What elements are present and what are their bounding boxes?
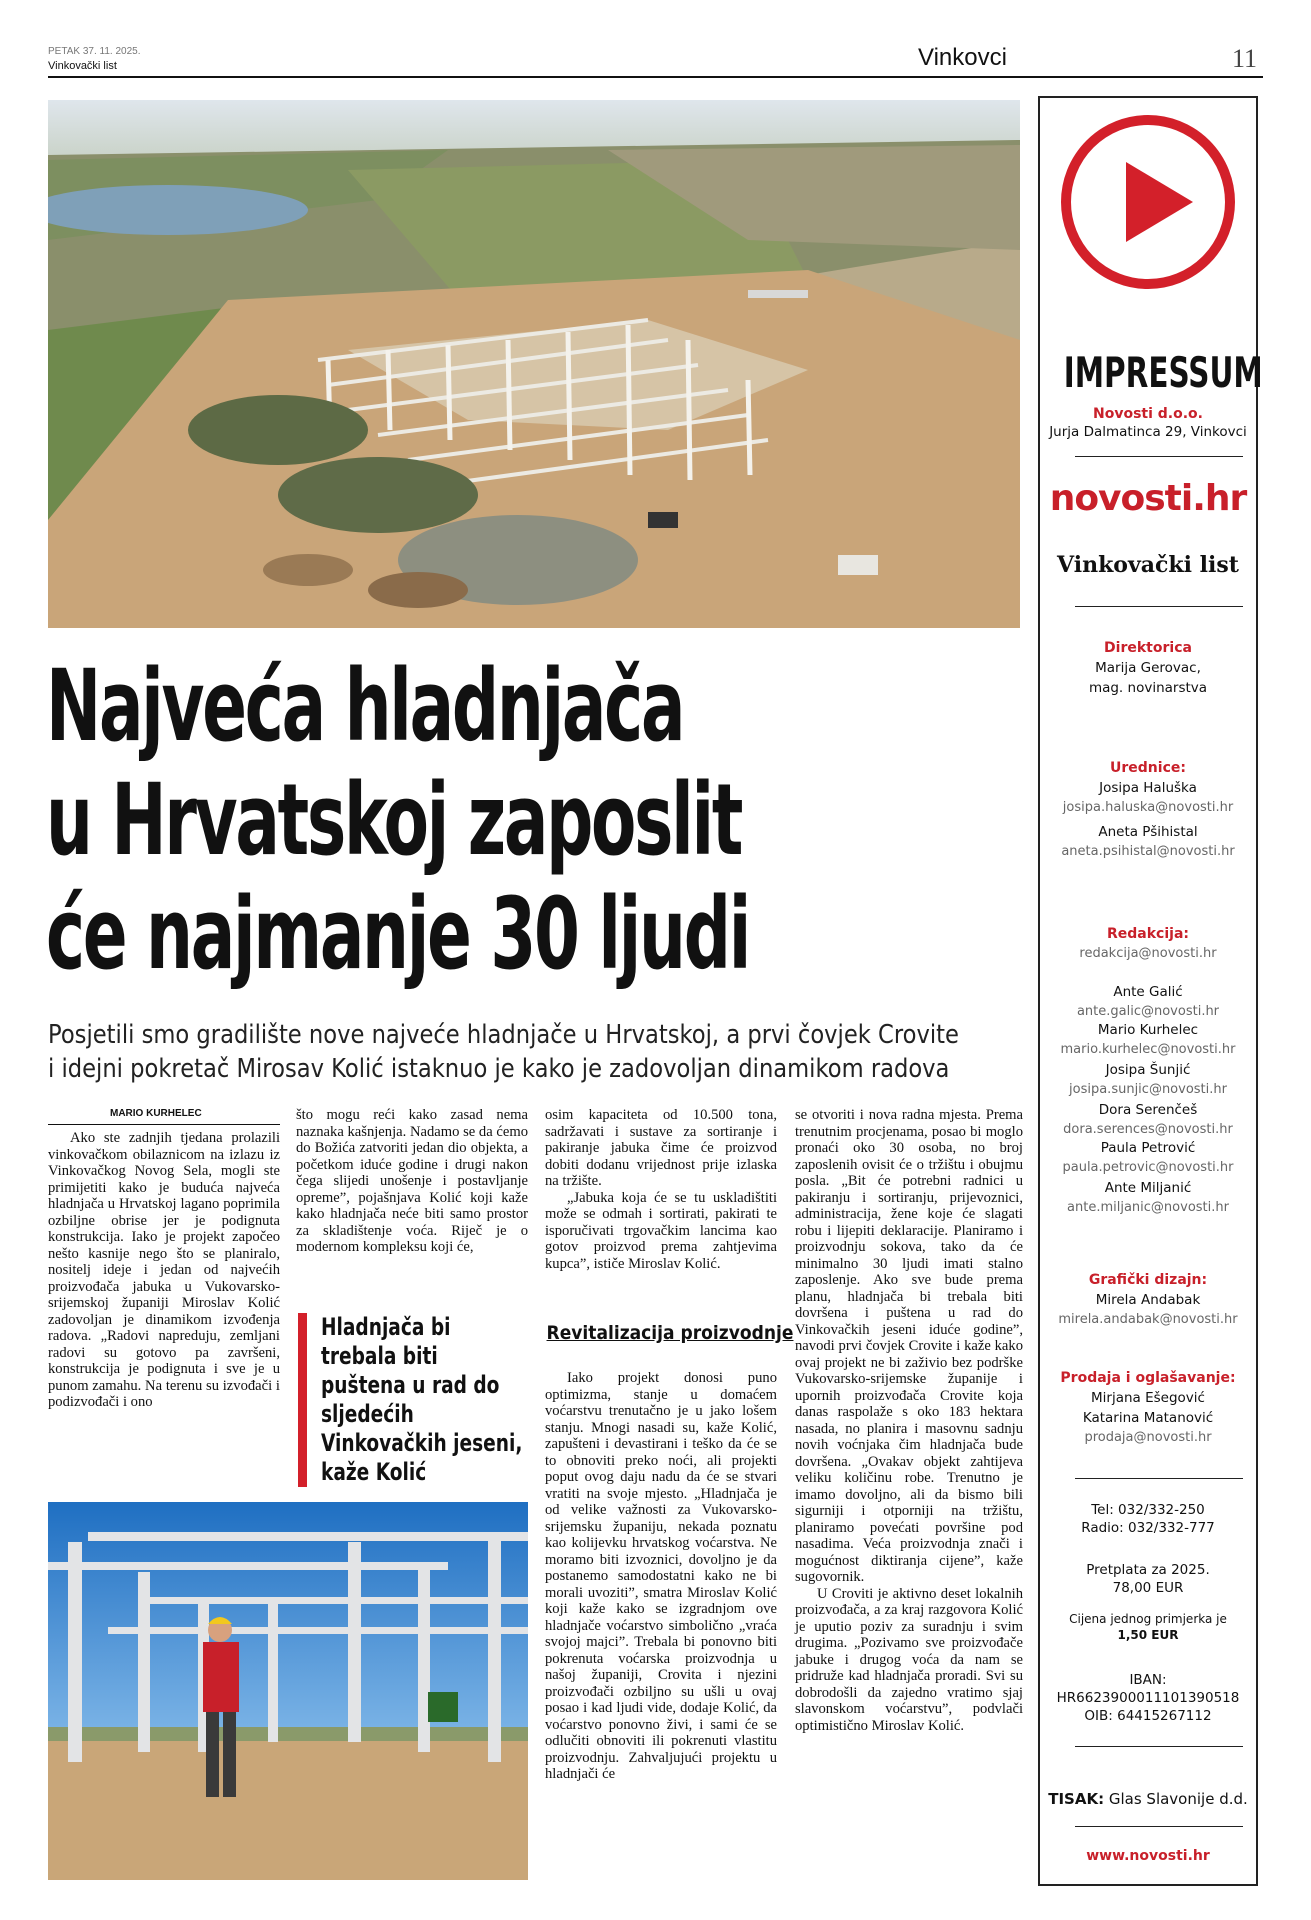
copy-price: 1,50 EUR: [1117, 1628, 1179, 1642]
director-title: mag. novinarstva: [1088, 680, 1208, 696]
headline-line: Najveća hladnjača: [46, 649, 684, 764]
paragraph: Iako projekt donosi puno optimizma, stanje u domaćem voćarstvu trenutačno je u jako lošem stanju. Mnogi nasadi su, kaže Kolić, zapušteni i devastirani i teško da će se to obnoviti preko noći, ali projekti poput ovog daju nadu da će se stvari vratiti na svoje mjesto. „Hladnjača je od velike važnosti za Vukovarsko-srijemsku županiju, nekada poznatu kao kolijevku hrvatskog voćarstva. Ne moramo biti izvoznici, dovoljno je da postanemo samodostatni kako ne bi morali uvoziti”, smatra Miroslav Kolić koji kaže kako se izgradnjom ove hladnjače voćarstvo simbolično „vraća svojoj majci”. Trebala bi ponovno biti pokrenuta voćarska proizvodnja u našoj županiji, Crovita i njezini proizvođači ozbiljno su ušli u ovaj posao i kad ljudi vide, dodaje Kolić, da voćarstvo ponovno živi, i sami će se odlučiti obnoviti ili pokrenuti vlastitu proizvodnju. Zahvaljujući projektu u hladnjači će: [545, 1370, 777, 1782]
pull-quote-text: Hladnjača bi trebala biti puštena u rad do sljedećih Vinkovačkih jeseni, kaže Kolić: [321, 1313, 523, 1486]
paragraph: U Croviti je aktivno deset lokalnih proizvođača, a za kraj razgovora Kolić je uputio poziv za suradnju i svim drugima. „Pozivamo sve proizvođače jabuke i drugog voća da nam se pridruže kad hladnjača proradi. Svi su dobrodošli da zajedno vratimo sjaj slavonskom voćarstvu”, podvlači optimistično Miroslav Kolić.: [795, 1585, 1023, 1734]
byline-rule: [48, 1124, 280, 1125]
article-column-1: [48, 1130, 280, 1411]
staff-email[interactable]: paula.petrovic@novosti.hr: [1062, 1160, 1234, 1175]
divider: [1075, 1826, 1243, 1827]
paragraph: Ako ste zadnjih tjedana prolazili vinkovačkom obilaznicom na izlazu iz Vinkovačkog Novog Sela, mogli ste primijetiti kako je buduća najveća hladnjača u Hrvatskoj lagano poprimila ozbiljne obrise jer je podignuta konstrukcija. Iako je projekt započeo nešto kasnije nego što se planiralo, nositelj ideje i jedan od najvećih proizvođača jabuka u Vukovarsko-srijemskoj županiji Miroslav Kolić zadovoljan je dinamikom izvođenja radova. „Radovi napreduju, zemljani radovi su gotovo pa završeni, konstrukcija je podignuta i sve je u punom zamahu. Na terenu su izvođači i podizvođači i ono: [48, 1130, 280, 1410]
staff-name: Dora Serenčeš: [1098, 1102, 1198, 1118]
staff-email[interactable]: josipa.sunjic@novosti.hr: [1069, 1082, 1227, 1097]
design-label: Grafički dizajn:: [1088, 1272, 1208, 1288]
phone: Tel: 032/332-250: [1091, 1502, 1205, 1518]
sales-name: Katarina Matanović: [1082, 1410, 1214, 1426]
article-column-4: [795, 1107, 1023, 1734]
iban-label: IBAN:: [1129, 1672, 1167, 1688]
oib: OIB: 64415267112: [1084, 1708, 1212, 1724]
designer-name: Mirela Andabak: [1095, 1292, 1201, 1308]
impressum-title: IMPRESSUM: [1063, 348, 1263, 397]
staff-name: Ante Miljanić: [1104, 1180, 1192, 1196]
copy-price-label: Cijena jednog primjerka je: [1069, 1612, 1227, 1626]
printer-line: [1040, 1790, 1256, 1808]
paragraph: što mogu reći kako zasad nema naznaka kašnjenja. Nadamo se da ćemo do Božića zatvoriti jedan dio objekta, a početkom iduće godine i drugi nakon čega slijedi unošenje i postavljanje opreme”, pojašnjava Kolić koji kaže kako hladnjača neće biti samo prostor za skladištenje voća. Riječ je o modernom kompleksu koji će,: [296, 1107, 528, 1255]
printer-name: Glas Slavonije d.d.: [1108, 1790, 1248, 1808]
sales-email[interactable]: prodaja@novosti.hr: [1084, 1430, 1212, 1445]
section-subheading: Revitalizacija proizvodnje: [546, 1322, 794, 1344]
aerial-construction-photo: [48, 100, 1020, 628]
pull-quote: [298, 1313, 528, 1487]
subheadline-line: i idejni pokretač Mirosav Kolić istaknuo je kako je zadovoljan dinamikom radova: [48, 1054, 950, 1084]
sales-name: Mirjana Ešegović: [1091, 1390, 1205, 1406]
divider: [1075, 1746, 1243, 1747]
byline: MARIO KURHELEC: [110, 1108, 202, 1119]
director-name: Marija Gerovac,: [1095, 660, 1201, 676]
printer-label: TISAK:: [1048, 1790, 1105, 1808]
editors-label: Urednice:: [1110, 760, 1186, 776]
company-name: Novosti d.o.o.: [1093, 406, 1203, 422]
play-icon[interactable]: [1058, 112, 1238, 292]
section-title: Vinkovci: [918, 44, 1007, 71]
subscription: Pretplata za 2025.: [1086, 1562, 1210, 1578]
iban: HR6623900011101390518: [1056, 1690, 1240, 1706]
page-number: 11: [1232, 44, 1258, 73]
staff-email[interactable]: mario.kurhelec@novosti.hr: [1060, 1042, 1236, 1057]
article-column-3-cont: [545, 1370, 777, 1783]
paragraph: se otvoriti i nova radna mjesta. Prema trenutnim procjenama, posao bi moglo pronaći oko 30 osoba, no broj zaposlenih ovisit će o tržištu i obujmu posla. „Bit će potrebni radnici u pakiranju i sortiranju, prijevoznici, administracija, žene koje će slagati robu i lijepiti deklaracije. Planiramo i proizvodnju sokova, tako da će minimalno 30 ljudi imati stalno zaposlenje. Ako sve bude prema planu, hladnjača bi trebala biti dovršena i puštena u rad do Vinkovačkih jeseni iduće godine”, navodi prvi čovjek Crovite i kaže kako ovaj projekt ne bi zaživio bez podrške Vukovarsko-srijemske županije i upornih proizvođača Crovite koja danas raspolaže s oko 183 hektara nasada, no planira i masovnu sadnju novih voćnjaka čim hladnjača bude dovršena. „Ovakav objekt zahtijeva veliku količinu robe. Trenutno je imamo dovoljno, ali da bismo bili sigurniji i otporniji na tržištu, planiramo povećati površine pod nasadima. Veća proizvodnja znači i mogućnost diktiranja cijene”, kaže sugovornik.: [795, 1107, 1023, 1585]
publication-name: Vinkovački list: [48, 60, 117, 72]
issue-date: PETAK 37. 11. 2025.: [48, 46, 141, 57]
article-column-3: [545, 1107, 777, 1272]
director-label: Direktorica: [1104, 640, 1192, 656]
portrait-photo: [48, 1502, 528, 1880]
novosti-logo[interactable]: novosti.hr: [1049, 478, 1247, 519]
staff-email[interactable]: dora.serences@novosti.hr: [1063, 1122, 1233, 1137]
subheadline: [48, 1018, 1031, 1086]
headline-line: će najmanje 30 ljudi: [46, 877, 750, 992]
staff-name: Mario Kurhelec: [1097, 1022, 1199, 1038]
paper-logo: Vinkovački list: [1057, 552, 1239, 578]
header-rule: [48, 76, 1263, 78]
staff-name: Paula Petrović: [1100, 1140, 1196, 1156]
radio-phone: Radio: 032/332-777: [1081, 1520, 1215, 1536]
designer-email[interactable]: mirela.andabak@novosti.hr: [1058, 1312, 1238, 1327]
editor-email[interactable]: aneta.psihistal@novosti.hr: [1061, 844, 1235, 859]
company-address: Jurja Dalmatinca 29, Vinkovci: [1049, 424, 1247, 440]
staff-email[interactable]: ante.galic@novosti.hr: [1076, 1004, 1220, 1019]
editor-email[interactable]: josipa.haluska@novosti.hr: [1062, 800, 1234, 815]
newsroom-label: Redakcija:: [1107, 926, 1189, 942]
editor-name: Josipa Haluška: [1099, 780, 1197, 796]
staff-email[interactable]: ante.miljanic@novosti.hr: [1067, 1200, 1229, 1215]
divider: [1075, 1478, 1243, 1479]
article-column-2: [296, 1107, 528, 1256]
staff-name: Ante Galić: [1113, 984, 1183, 1000]
subheadline-line: Posjetili smo gradilište nove najveće hladnjače u Hrvatskoj, a prvi čovjek Crovite: [48, 1020, 959, 1050]
newsroom-email[interactable]: redakcija@novosti.hr: [1079, 946, 1217, 961]
subscription-price: 78,00 EUR: [1112, 1580, 1184, 1596]
divider: [1075, 606, 1243, 607]
divider: [1075, 456, 1243, 457]
paragraph: „Jabuka koja će se tu uskladištiti može se odmah i sortirati, pakirati te isporučivati trgovačkim lancima kao gotov proizvod prema zahtjevima kupca”, ističe Miroslav Kolić.: [545, 1189, 777, 1272]
sales-label: Prodaja i oglašavanje:: [1060, 1370, 1236, 1386]
website-link[interactable]: www.novosti.hr: [1086, 1848, 1210, 1864]
headline-line: u Hrvatskoj zaposlit: [46, 763, 742, 878]
headline: [46, 650, 771, 992]
editor-name: Aneta Pšihistal: [1098, 824, 1198, 840]
staff-name: Josipa Šunjić: [1105, 1062, 1191, 1078]
paragraph: osim kapaciteta od 10.500 tona, sadržavati i sustave za sortiranje i pakiranje jabuka čime će proizvod dobiti dodanu vrijednost prije izlaska na tržište.: [545, 1107, 777, 1189]
